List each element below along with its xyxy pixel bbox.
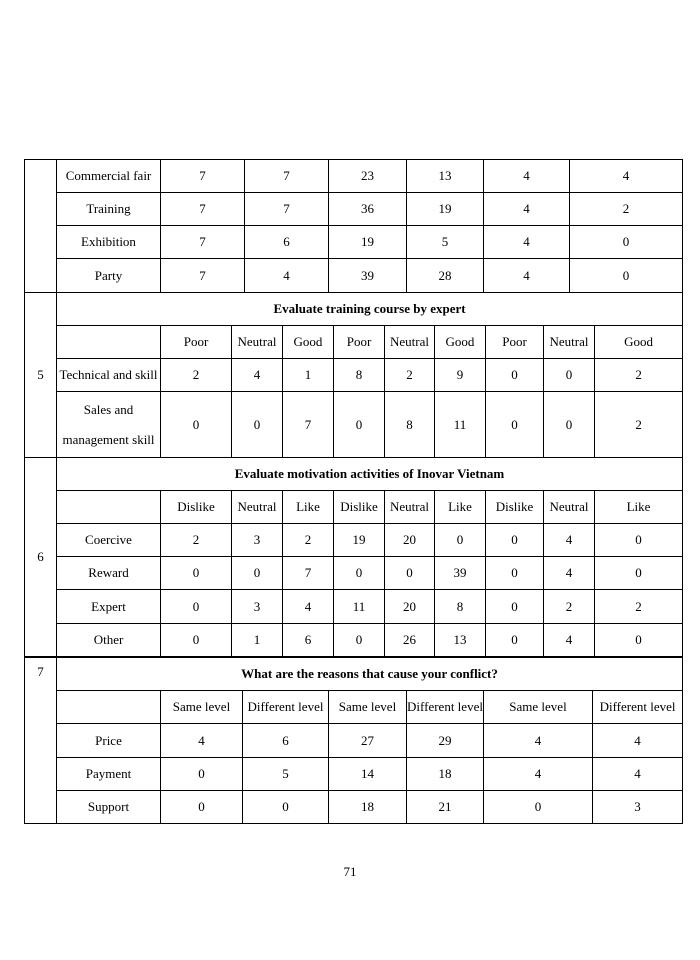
table-cell: 4 [484, 259, 570, 293]
section-number-cell [25, 160, 57, 293]
row-label: Reward [57, 557, 161, 590]
column-header: Poor [486, 326, 544, 359]
column-header: Dislike [161, 491, 232, 524]
table-cell: 0 [243, 791, 329, 824]
table-cell: 18 [329, 791, 407, 824]
section-title: What are the reasons that cause your conflict? [57, 658, 683, 691]
table-cell: 0 [161, 590, 232, 624]
row-label: Payment [57, 758, 161, 791]
table-cell: 0 [544, 392, 595, 458]
table-cell: 14 [329, 758, 407, 791]
column-header: Neutral [232, 491, 283, 524]
table-cell: 7 [245, 193, 329, 226]
table-cell: 13 [407, 160, 484, 193]
table-cell: 28 [407, 259, 484, 293]
table-cell: 7 [161, 259, 245, 293]
row-label: Party [57, 259, 161, 293]
row-label: Commercial fair [57, 160, 161, 193]
column-header: Different level [407, 691, 484, 724]
table-cell: 0 [595, 557, 683, 590]
table-row [25, 557, 683, 590]
section-number: 7 [25, 658, 57, 824]
row-label: Coercive [57, 524, 161, 557]
table-cell: 4 [570, 160, 683, 193]
column-header: Good [595, 326, 683, 359]
page-number: 71 [343, 864, 357, 879]
column-header: Same level [329, 691, 407, 724]
table-cell: 20 [385, 524, 435, 557]
section-title: Evaluate training course by expert [57, 293, 683, 326]
table-cell: 2 [595, 392, 683, 458]
table-cell: 0 [486, 524, 544, 557]
section-number: 5 [25, 293, 57, 458]
column-header: Neutral [385, 491, 435, 524]
table-cell: 4 [232, 359, 283, 392]
table-row [25, 392, 683, 458]
table-row [25, 193, 683, 226]
row-label: Price [57, 724, 161, 758]
column-header: Poor [161, 326, 232, 359]
column-header: Like [283, 491, 334, 524]
table-cell: 4 [593, 758, 683, 791]
table-cell: 0 [334, 557, 385, 590]
table-cell: 7 [161, 226, 245, 259]
table-cell: 2 [161, 524, 232, 557]
table-cell: 9 [435, 359, 486, 392]
table-cell: 0 [385, 557, 435, 590]
column-header: Like [435, 491, 486, 524]
section-title-row [25, 458, 683, 491]
section-title-row [25, 293, 683, 326]
table-cell: 0 [486, 392, 544, 458]
table-cell: 19 [329, 226, 407, 259]
table-cell: 39 [435, 557, 486, 590]
table-cell: 4 [544, 557, 595, 590]
table-row [25, 758, 683, 791]
table-section-previous [24, 159, 683, 293]
table-cell: 11 [334, 590, 385, 624]
table-cell: 4 [484, 724, 593, 758]
table-cell: 39 [329, 259, 407, 293]
table-cell: 4 [484, 193, 570, 226]
table-cell: 0 [334, 624, 385, 657]
table-cell: 0 [161, 392, 232, 458]
column-header: Neutral [385, 326, 435, 359]
table-cell: 6 [243, 724, 329, 758]
row-label: Technical and skill [57, 359, 161, 392]
column-header: Different level [243, 691, 329, 724]
column-header: Good [283, 326, 334, 359]
table-cell: 2 [544, 590, 595, 624]
table-cell: 0 [486, 557, 544, 590]
row-label [57, 392, 161, 458]
empty-header-cell [57, 326, 161, 359]
row-label-line: Sales and [83, 401, 134, 417]
table-row [25, 524, 683, 557]
column-header: Same level [484, 691, 593, 724]
table-cell: 0 [570, 226, 683, 259]
table-row [25, 724, 683, 758]
table-cell: 2 [283, 524, 334, 557]
table-cell: 2 [570, 193, 683, 226]
table-cell: 4 [544, 624, 595, 657]
table-cell: 36 [329, 193, 407, 226]
table-cell: 7 [283, 557, 334, 590]
section-title-row [25, 658, 683, 691]
table-cell: 2 [385, 359, 435, 392]
table-cell: 19 [407, 193, 484, 226]
table-row [25, 624, 683, 657]
column-header-row [25, 491, 683, 524]
row-label: Support [57, 791, 161, 824]
row-label: Training [57, 193, 161, 226]
row-label: Exhibition [57, 226, 161, 259]
table-cell: 4 [593, 724, 683, 758]
table-cell: 4 [484, 758, 593, 791]
table-section-5 [24, 292, 683, 458]
table-cell: 0 [486, 590, 544, 624]
table-cell: 0 [161, 758, 243, 791]
table-cell: 0 [486, 359, 544, 392]
row-label: Other [57, 624, 161, 657]
table-cell: 0 [486, 624, 544, 657]
table-cell: 0 [232, 557, 283, 590]
table-section-6 [24, 457, 683, 657]
column-header: Neutral [232, 326, 283, 359]
table-cell: 0 [484, 791, 593, 824]
table-cell: 27 [329, 724, 407, 758]
table-cell: 6 [283, 624, 334, 657]
table-cell: 4 [283, 590, 334, 624]
table-cell: 7 [283, 392, 334, 458]
table-cell: 4 [161, 724, 243, 758]
table-cell: 8 [334, 359, 385, 392]
table-cell: 4 [245, 259, 329, 293]
table-row [25, 359, 683, 392]
table-row [25, 226, 683, 259]
column-header: Neutral [544, 326, 595, 359]
table-row [25, 259, 683, 293]
table-cell: 6 [245, 226, 329, 259]
table-cell: 2 [595, 359, 683, 392]
table-cell: 0 [161, 791, 243, 824]
column-header: Neutral [544, 491, 595, 524]
row-label-line: management skill [62, 431, 155, 447]
table-cell: 20 [385, 590, 435, 624]
table-row [25, 791, 683, 824]
table-cell: 0 [595, 624, 683, 657]
section-number: 6 [25, 458, 57, 657]
column-header: Like [595, 491, 683, 524]
table-cell: 29 [407, 724, 484, 758]
table-cell: 1 [283, 359, 334, 392]
column-header: Different level [593, 691, 683, 724]
table-cell: 7 [245, 160, 329, 193]
table-cell: 0 [595, 524, 683, 557]
column-header: Dislike [334, 491, 385, 524]
table-cell: 3 [232, 590, 283, 624]
table-cell: 23 [329, 160, 407, 193]
row-label: Expert [57, 590, 161, 624]
table-cell: 0 [544, 359, 595, 392]
table-cell: 0 [334, 392, 385, 458]
table-cell: 13 [435, 624, 486, 657]
column-header-row [25, 691, 683, 724]
table-cell: 18 [407, 758, 484, 791]
empty-header-cell [57, 491, 161, 524]
table-cell: 3 [593, 791, 683, 824]
table-cell: 26 [385, 624, 435, 657]
table-cell: 4 [544, 524, 595, 557]
table-row [25, 160, 683, 193]
table-cell: 19 [334, 524, 385, 557]
table-cell: 0 [232, 392, 283, 458]
empty-header-cell [57, 691, 161, 724]
table-cell: 7 [161, 193, 245, 226]
table-row [25, 590, 683, 624]
table-cell: 1 [232, 624, 283, 657]
column-header-row [25, 326, 683, 359]
section-title: Evaluate motivation activities of Inovar Vietnam [57, 458, 683, 491]
table-cell: 0 [161, 624, 232, 657]
table-cell: 3 [232, 524, 283, 557]
table-cell: 4 [484, 226, 570, 259]
table-cell: 8 [435, 590, 486, 624]
table-cell: 7 [161, 160, 245, 193]
table-section-7 [24, 657, 683, 824]
table-cell: 4 [484, 160, 570, 193]
table-cell: 8 [385, 392, 435, 458]
column-header: Poor [334, 326, 385, 359]
table-cell: 2 [161, 359, 232, 392]
column-header: Good [435, 326, 486, 359]
table-cell: 0 [161, 557, 232, 590]
column-header: Same level [161, 691, 243, 724]
table-cell: 5 [243, 758, 329, 791]
table-cell: 21 [407, 791, 484, 824]
table-cell: 0 [570, 259, 683, 293]
table-cell: 2 [595, 590, 683, 624]
table-cell: 5 [407, 226, 484, 259]
column-header: Dislike [486, 491, 544, 524]
table-cell: 11 [435, 392, 486, 458]
table-cell: 0 [435, 524, 486, 557]
